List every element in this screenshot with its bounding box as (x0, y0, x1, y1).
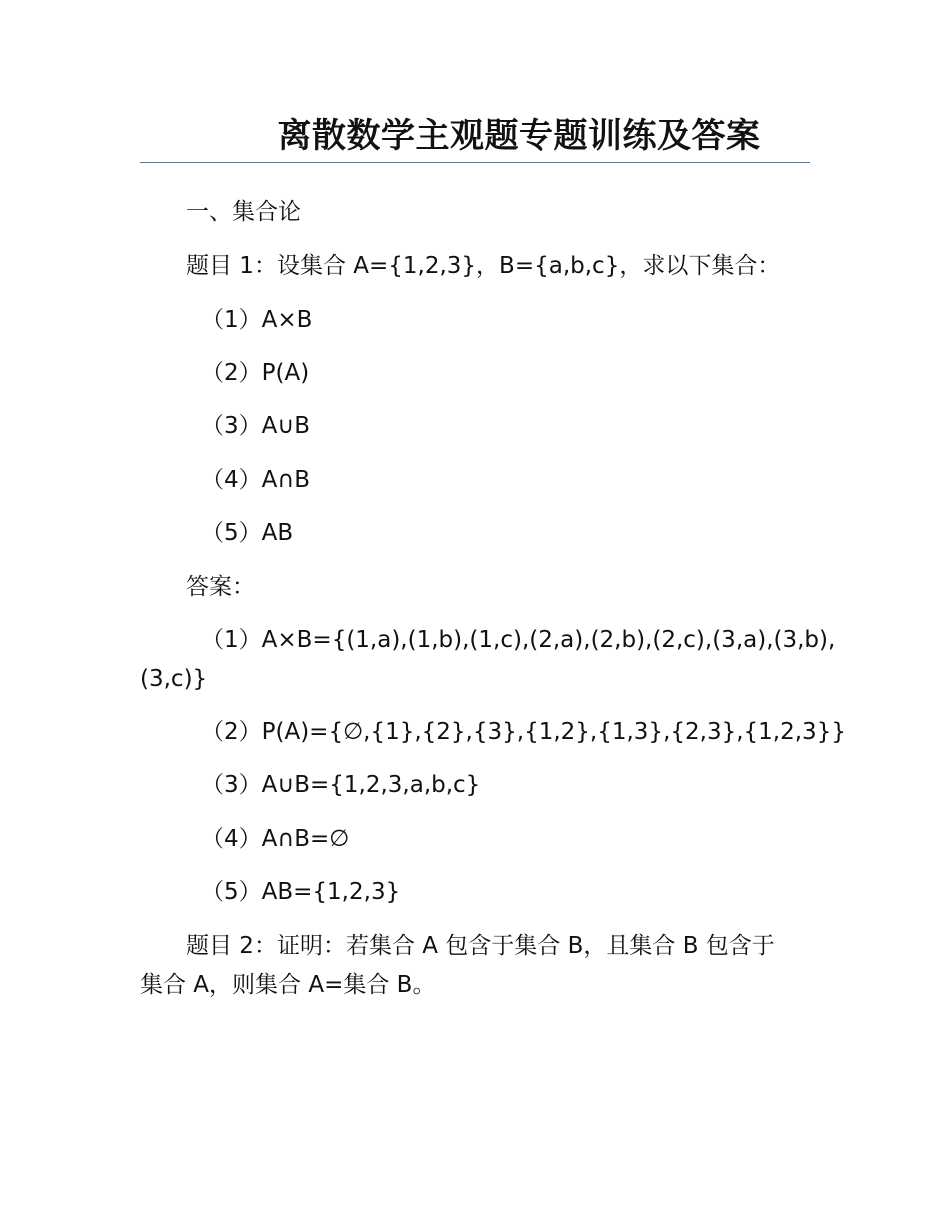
question-1-item-1: （1）A×B (201, 307, 313, 333)
answer-1-line-2: (3,c)} (140, 666, 208, 692)
section-heading: 一、集合论 (186, 199, 301, 225)
question-1-item-3: （3）A∪B (201, 413, 310, 439)
answer-1-line-1: （1）A×B={(1,a),(1,b),(1,c),(2,a),(2,b),(2,c),(3,a),(3,b), (201, 627, 836, 653)
question-1-item-2: （2）P(A) (201, 360, 310, 386)
answer-4: （4）A∩B=∅ (201, 826, 350, 852)
title-divider (140, 162, 810, 163)
answer-5: （5）AB={1,2,3} (201, 879, 401, 905)
question-2-line-1: 题目 2：证明：若集合 A 包含于集合 B，且集合 B 包含于 (186, 933, 775, 959)
answer-3: （3）A∪B={1,2,3,a,b,c} (201, 772, 481, 798)
question-1-item-4: （4）A∩B (201, 467, 310, 493)
document-title: 离散数学主观题专题训练及答案 (277, 116, 761, 156)
question-2-line-2: 集合 A，则集合 A=集合 B。 (140, 972, 436, 998)
question-1-prompt: 题目 1：设集合 A={1,2,3}，B={a,b,c}，求以下集合： (186, 253, 781, 279)
answer-label: 答案： (186, 574, 255, 600)
answer-2: （2）P(A)={∅,{1},{2},{3},{1,2},{1,3},{2,3},{1,2,3}} (201, 719, 846, 745)
question-1-item-5: （5）AB (201, 520, 294, 546)
